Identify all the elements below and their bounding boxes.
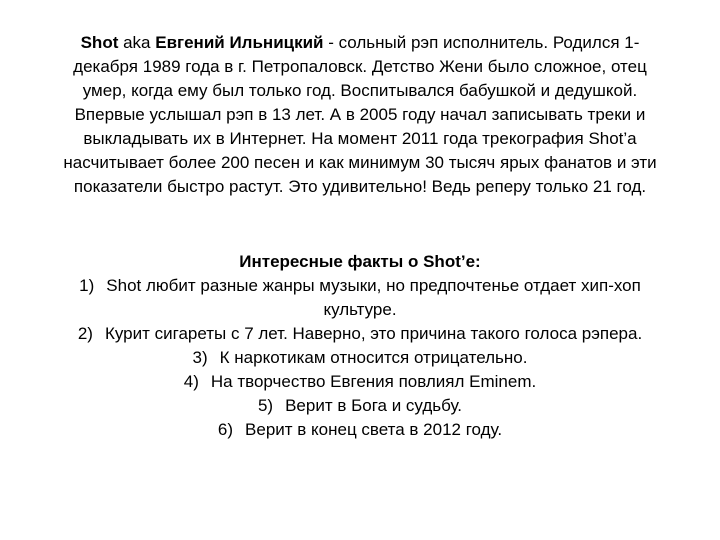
fact-item — [55, 370, 665, 394]
aka-text: aka — [118, 33, 156, 52]
fact-text: На творчество Евгения повлиял Eminem. — [210, 372, 537, 391]
fact-text: Верит в конец света в 2012 году. — [245, 420, 503, 439]
fact-item — [55, 322, 665, 346]
fact-item — [55, 346, 665, 370]
fact-number: 5) — [257, 396, 274, 415]
fact-item — [55, 418, 665, 442]
fact-number: 4) — [183, 372, 199, 391]
fact-text: Верит в Бога и судьбу. — [285, 396, 463, 415]
facts-title: Интересные факты о Shot’e: — [239, 252, 481, 271]
intro-paragraph — [55, 31, 665, 199]
fact-item — [55, 274, 665, 322]
fact-number: 3) — [192, 348, 208, 367]
fact-number: 1) — [79, 276, 95, 295]
real-name: Евгений Ильницкий — [155, 33, 324, 52]
fact-text: К наркотикам относится отрицательно. — [219, 348, 528, 367]
fact-number: 6) — [217, 420, 234, 439]
facts-section — [55, 250, 665, 442]
fact-text: Shot любит разные жанры музыки, но предпочтенье отдает хип-хоп культуре. — [106, 276, 641, 319]
fact-item — [55, 394, 665, 418]
intro-text: - сольный рэп исполнитель. Родился 1-декабря 1989 года в г. Петропаловск. Детство Жени было сложное, отец умер, когда ему был только год. Воспитывался бабушкой и дедушкой. Впервые услышал рэп в 13 лет. А в 2005 году начал записывать треки и выкладывать их в Интернет. На момент 2011 года трекография Shot’a насчитывает более 200 песен и как минимум 30 тысяч ярых фанатов и эти показатели быстро растут. Это удивительно! Ведь реперу только 21 год. — [63, 33, 657, 196]
fact-number: 2) — [77, 324, 93, 343]
artist-name: Shot — [80, 33, 119, 52]
fact-text: Курит сигареты с 7 лет. Наверно, это причина такого голоса рэпера. — [104, 324, 643, 343]
